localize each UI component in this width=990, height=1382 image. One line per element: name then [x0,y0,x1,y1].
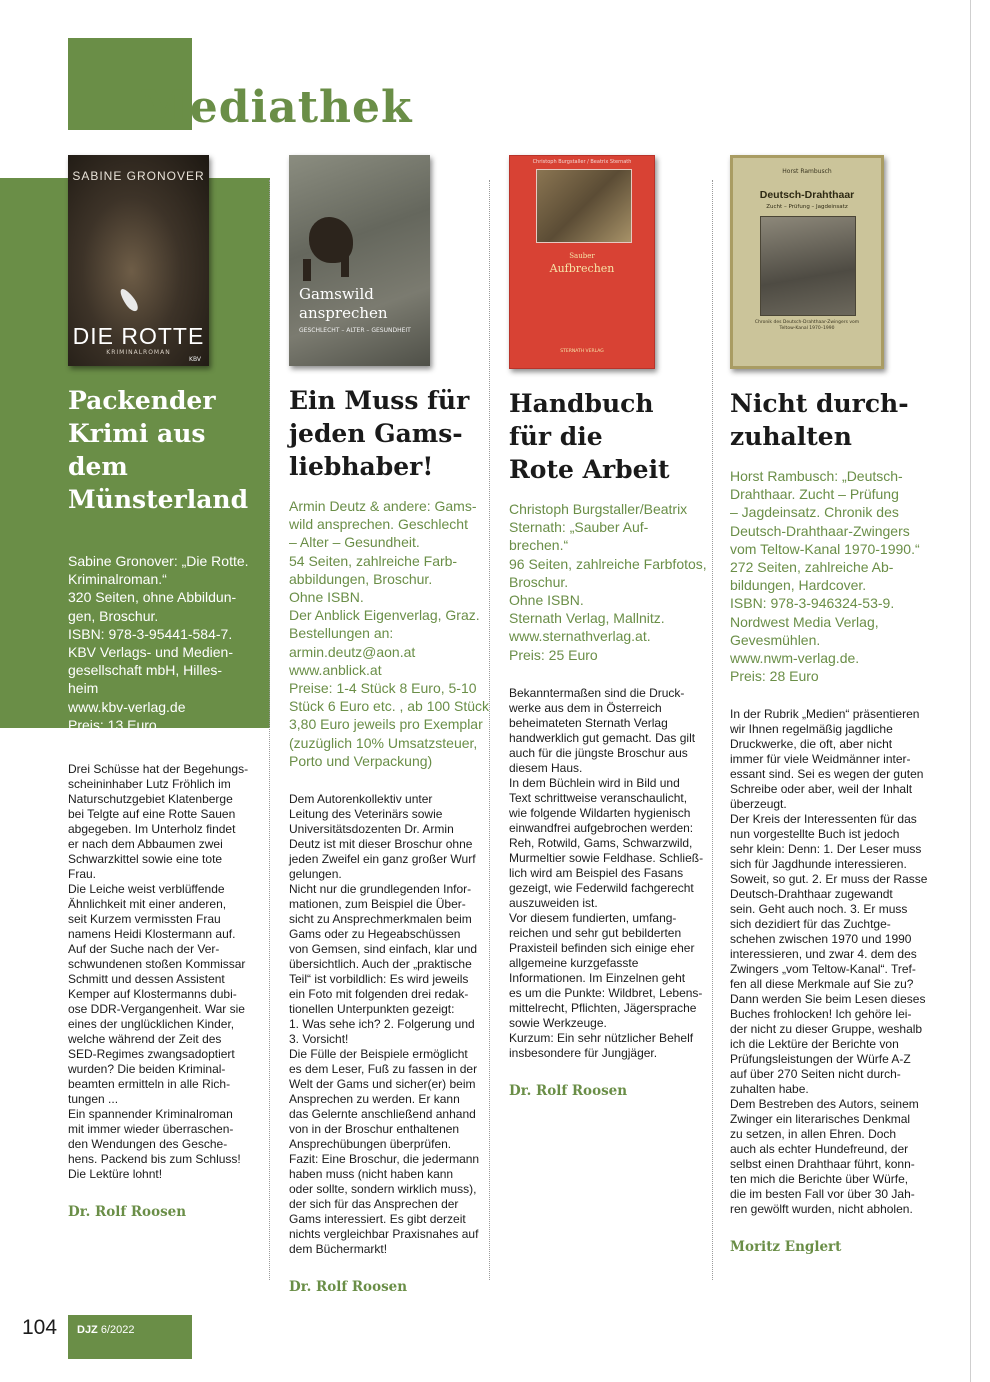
book-info [730,467,925,685]
headline-line: für die [509,422,603,451]
body-line: sehr klein: Denn: 1. Der Leser muss [730,842,922,857]
body-line: Bekanntermaßen sind die Druck- [509,685,685,700]
body-line: Teil“ ist vorbildlich: Es wird jeweils [289,972,469,987]
body-line: sein. Geht auch noch. 3. Er muss [730,902,908,917]
body-line: Die Leiche weist verblüffende [68,882,225,897]
info-line: Sternath Verlag, Mallnitz. [509,610,665,627]
info-line: abbildungen, Broschur. [289,570,433,587]
body-line: Schreibe oder aber, weil der Inhalt [730,782,913,797]
column-divider [269,180,270,1280]
info-line: ISBN: 978-3-946324-53-9. [730,595,895,612]
body-line: ren gewölft wurden, nicht abholen. [730,1202,913,1217]
body-line: Auf der Suche nach der Ver- [68,942,220,957]
body-line: allgemeine kurzgefasste [509,955,639,970]
body-line: fen all diese Merkmale auf Sie zu? [730,977,914,992]
body-line: werke aus dem in Österreich [509,700,662,715]
body-line: auszuweiden ist. [509,895,598,910]
body-line: immer für viele Weidmänner inter- [730,752,911,767]
cover-header: Christoph Burgstaller / Beatrix Sternath [532,159,632,165]
body-line: mittelrecht, Pflichten, Jägersprache [509,1000,697,1015]
info-line: heim [68,680,99,697]
body-line: Buches frohlocken! Ich gehöre lei- [730,1007,912,1022]
review-author: Moritz Englert [730,1239,842,1256]
info-line: Ohne ISBN. [289,589,364,606]
body-line: Ansprechübungen überprüfen. [289,1137,452,1152]
body-line: Nicht nur die grundlegenden Infor- [289,882,472,897]
info-line: – Alter – Gesundheit. [289,534,420,551]
headline-line: Rote Arbeit [509,455,670,484]
body-line: ose DDR-Vergangenheit. War sie [68,1002,245,1017]
review-body [509,686,705,1061]
body-line: selbst einen Drahthaar führt, konn- [730,1157,915,1172]
headline-line: Krimi aus [68,419,206,448]
column-divider [489,180,490,1280]
body-line: den Wendungen des Gesche- [68,1137,228,1152]
column-divider [712,180,713,1280]
price: Preis: 25 Euro [509,646,598,663]
body-line: zu setzen, in allen Ehren. Doch [730,1127,897,1142]
body-line: Informationen. Im Einzelnen geht [509,970,686,985]
body-line: übersichtlich. Auch der „praktische [289,957,472,972]
body-line: gelungen. [289,867,342,882]
body-line: namens Heidi Klostermann auf. [68,927,236,942]
info-line: Der Anblick Eigenverlag, Graz. [289,607,480,624]
info-line: vom Teltow-Kanal 1970-1990.“ [730,540,920,557]
body-line: Dann werden Sie beim Lesen dieses [730,992,926,1007]
body-line: beamten ermitteln in alle Rich- [68,1077,231,1092]
body-line: reichen und sehr gut bebilderten [509,925,682,940]
body-line: Reh, Rotwild, Gams, Schwarzwild, [509,835,693,850]
body-line: Frau. [68,867,97,882]
body-line: Prüfungsleistungen der Würfe A-Z [730,1052,911,1067]
review-body [68,762,258,1182]
info-line: 54 Seiten, zahlreiche Farb- [289,552,458,569]
website-link[interactable]: www.anblick.at [289,661,382,678]
website-link[interactable]: www.nwm-verlag.de. [730,650,860,667]
info-line: brechen.“ [509,537,569,554]
body-line: In dem Büchlein wird in Bild und [509,775,680,790]
body-line: Zwinger ein literarisches Denkmal [730,1112,911,1127]
info-line: Sabine Gronover: „Die Rotte. [68,553,249,569]
body-line: 1. Was sehe ich? 2. Folgerung und [289,1017,475,1032]
body-line: es um die Punkte: Wildbret, Lebens- [509,985,703,1000]
review-body [730,707,928,1217]
body-line: sicht zu Ansprechmerkmalen beim [289,912,472,927]
review-column-4 [730,155,928,1256]
review-column-2 [289,155,489,1296]
body-line: Ähnlichkeit mit einer anderen, [68,897,227,912]
cover-photo [536,169,632,243]
info-line: Sternath: „Sauber Auf- [509,519,649,536]
price: Porto und Verpackung) [289,752,433,769]
review-headline [509,387,705,486]
info-line: Horst Rambusch: „Deutsch- [730,468,903,484]
cover-subtitle: KRIMINALROMAN [106,349,171,356]
review-column-1 [68,155,258,1220]
price: 3,80 Euro jeweils pro Exemplar [289,716,483,733]
info-line: 96 Seiten, zahlreiche Farbfotos, [509,555,707,572]
body-line: Deutsch-Drahthaar zugewandt [730,887,893,902]
body-line: Naturschutzgebiet Klatenberge [68,792,233,807]
info-line: Nordwest Media Verlag, [730,613,879,630]
body-line: handwerklich gut gemacht. Das gilt [509,730,696,745]
cover-author: Horst Rambusch [782,168,832,175]
body-line: Dem Bestreben des Autors, seinem [730,1097,919,1112]
info-line: Kriminalroman.“ [68,571,167,588]
price: Stück 6 Euro etc. , ab 100 Stück [289,698,489,715]
cover-title: DIE ROTTE [72,323,205,349]
info-line: Broschur. [509,573,569,590]
body-line: Deutz ist mit dieser Broschur ohne [289,837,473,852]
body-line: das Gelernte anschließend anhand [289,1107,476,1122]
body-line: 3. Vorsicht! [289,1032,349,1047]
price: Preise: 1-4 Stück 8 Euro, 5-10 [289,680,477,697]
headline-line: Handbuch [509,389,654,418]
body-line: Gams oder zu Hegeabschüssen [289,927,461,942]
price: Preis: 28 Euro [730,668,819,685]
body-line: sich für Jagdhunde interessieren. [730,857,907,872]
cover-title: Aufbrechen [549,262,615,275]
body-line: auch für die jüngste Broschur aus [509,745,688,760]
book-info [68,552,258,734]
book-cover-gamswild [289,155,430,366]
info-line: Gevesmühlen. [730,631,821,648]
body-line: von in der Broschur enthaltenen [289,1122,460,1137]
info-line: Christoph Burgstaller/Beatrix [509,501,688,517]
body-line: haben muss (nicht haben kann [289,1167,454,1182]
info-line: Drahthaar. Zucht – Prüfung [730,486,899,503]
review-headline [289,384,484,483]
body-line: oder sollte, sondern wirklich muss), [289,1182,477,1197]
body-line: gezeigt, wie Federwild fachgerecht [509,880,694,895]
body-line: beheimateten Sternath Verlag [509,715,668,730]
info-line: gesellschaft mbH, Hilles- [68,662,223,679]
body-line: interessieren, und zwar 4. dem des [730,947,917,962]
body-line: Soweit, so gut. 2. Er muss der Rasse [730,872,928,887]
info-line: 272 Seiten, zahlreiche Ab- [730,559,894,576]
body-line: sich dezidiert für das Zuchtge- [730,917,891,932]
body-line: abgegeben. Im Unterholz findet [68,822,236,837]
body-line: Murmeltier sowie Feldhase. Schließ- [509,850,704,865]
book-info [509,500,705,664]
body-line: mit immer wieder überraschen- [68,1122,234,1137]
body-line: Ein spannender Kriminalroman [68,1107,233,1122]
body-line: insbesondere für Jungjäger. [509,1045,658,1060]
body-line: er nach dem Abbaumen zwei [68,837,223,852]
website-link[interactable]: www.sternathverlag.at. [509,628,651,645]
body-line: von Gemsen, sind einfach, klar und [289,942,478,957]
body-line: hens. Packend bis zum Schluss! [68,1152,241,1167]
info-line: Deutsch-Drahthaar-Zwingers [730,522,910,539]
body-line: Die Fülle der Beispiele ermöglicht [289,1047,468,1062]
body-line: nichts vergleichbar Praxisnahes auf [289,1227,479,1242]
body-line: Welt der Gams und sicher(er) beim [289,1077,476,1092]
body-line: es dem Leser, Fuß zu fassen in der [289,1062,478,1077]
review-author: Dr. Rolf Roosen [509,1082,628,1099]
info-line: gen, Broschur. [68,607,159,624]
issue-number: 6/2022 [100,1324,135,1336]
body-line: Text schrittweise veranschaulicht, [509,790,688,805]
body-line: Ansprechen zu werden. Er kann [289,1092,460,1107]
headline-line: Packender [68,386,216,415]
review-column-3 [509,155,705,1099]
email-link[interactable]: armin.deutz@aon.at [289,643,416,660]
body-line: eines der unglücklichen Kinder, [68,1017,235,1032]
price: (zuzüglich 10% Umsatzsteuer, [289,734,478,751]
review-headline [730,387,925,453]
body-line: essant sind. Sei es wegen der guten [730,767,924,782]
body-line: scheininhaber Lutz Fröhlich im [68,777,231,792]
body-line: Kurzum: Ein sehr nützlicher Behelf [509,1030,694,1045]
cover-description: Chronik des Deutsch-Drahthaar-Zwingers vom Teltow-Kanal 1970–1990 [754,320,860,331]
cover-author: SABINE GRONOVER [72,169,205,183]
website-link[interactable]: www.kbv-verlag.de [68,698,186,715]
body-line: SED-Regimes zwangsadoptiert [68,1047,235,1062]
cover-subtitle: Zucht – Prüfung – Jagdeinsatz [766,204,848,210]
body-line: zuhalten habe. [730,1082,809,1097]
body-line: In der Rubrik „Medien“ präsentieren [730,707,920,722]
headline-line: Münsterland [68,485,249,514]
body-line: Gams interessiert. Es gibt derzeit [289,1212,466,1227]
body-line: wie folgende Wildarten hygienisch [509,805,691,820]
body-line: Druckwerke, die oft, aber nicht [730,737,893,752]
body-line: mationen, zum Beispiel die Über- [289,897,466,912]
body-line: Schmitt und dessen Assistent [68,972,225,987]
body-line: schehen zwischen 1970 und 1990 [730,932,912,947]
body-line: Leitung des Veterinärs sowie [289,807,443,822]
price: Preis: 13 Euro [68,716,157,733]
book-cover-deutsch-drahthaar [730,155,884,369]
body-line: der sich für das Ansprechen der [289,1197,459,1212]
info-line: bildungen, Hardcover. [730,577,867,594]
book-cover-aufbrechen [509,155,655,369]
cover-title: Gamswild ansprechen [299,285,388,322]
body-line: nun vorgestellte Buch ist jedoch [730,827,900,842]
body-line: Drei Schüsse hat der Begehungs- [68,762,249,777]
book-info [289,497,489,770]
info-line: wild ansprechen. Geschlecht [289,516,468,533]
body-line: auf über 270 Seiten nicht durch- [730,1067,901,1082]
body-line: die im besten Fall vor über 30 Jah- [730,1187,915,1202]
headline-line: jeden Gams- [289,419,463,448]
body-line: wir Ihnen regelmäßig jagdliche [730,722,893,737]
review-author: Dr. Rolf Roosen [289,1279,408,1296]
info-line: Ohne ISBN. [509,592,584,609]
chamois-leg [341,255,349,277]
body-line: Der Kreis der Interessenten für das [730,812,917,827]
body-line: Kemper auf Klostermanns dubi- [68,987,237,1002]
body-line: überzeugt. [730,797,787,812]
body-line: schwundenen stoßen Kommissar [68,957,246,972]
body-line: Vor diesem fundierten, umfang- [509,910,677,925]
page-edge-line [970,0,971,1382]
headline-line: liebhaber! [289,452,434,481]
headline-line: zuhalten [730,422,852,451]
info-line: Armin Deutz & andere: Gams- [289,498,477,514]
chamois-leg [303,259,311,281]
body-line: Zwingers „vom Teltow-Kanal“. Tref- [730,962,916,977]
book-cover-die-rotte [68,155,209,366]
review-author: Dr. Rolf Roosen [68,1204,187,1221]
headline-line: Ein Muss für [289,386,470,415]
body-line: dem Büchermarkt! [289,1242,388,1257]
body-line: tionellen Unterpunkten gezeigt: [289,1002,455,1017]
feather-icon [117,286,140,313]
cover-publisher: KBV [189,356,201,363]
section-title: Mediathek [140,82,413,133]
body-line: bei Telgte auf eine Rotte Sauen [68,807,236,822]
cover-photo [760,216,856,316]
body-line: Universitätsdozenten Dr. Armin [289,822,454,837]
body-line: Schwarzkittel sowie eine tote [68,852,223,867]
body-line: Praxisteil befinden sich einige eher [509,940,695,955]
body-line: tungen ... [68,1092,119,1107]
body-line: Fazit: Eine Broschur, die jedermann [289,1152,480,1167]
review-body [289,792,484,1257]
body-line: Die Lektüre lohnt! [68,1167,163,1182]
body-line: lich wird am Beispiel des Fasans [509,865,684,880]
footer-bar [68,1315,192,1359]
body-line: wurden? Die beiden Kriminal- [68,1062,226,1077]
cover-subtitle: GESCHLECHT – ALTER – GESUNDHEIT [299,327,411,334]
body-line: seit Kurzem vermissten Frau [68,912,221,927]
cover-publisher: STERNATH VERLAG [560,349,604,354]
info-line: 320 Seiten, ohne Abbildun- [68,589,237,606]
cover-author: Sauber [569,252,595,260]
headline-line: dem [68,452,128,481]
body-line: auch als echter Hundefreund, der [730,1142,909,1157]
body-line: ten mich die Berichte über Würfe, [730,1172,909,1187]
cover-title: Deutsch-Drahthaar [759,189,855,201]
page-number: 104 [22,1316,58,1339]
body-line: diesem Haus. [509,760,583,775]
info-line: Bestellungen an: [289,625,394,642]
body-line: sowie Werkzeuge. [509,1015,607,1030]
body-line: ein Foto mit folgenden drei redak- [289,987,469,1002]
info-line: ISBN: 978-3-95441-584-7. [68,625,233,642]
body-line: welche während der Zeit des [68,1032,222,1047]
info-line: KBV Verlags- und Medien- [68,644,233,661]
body-line: Dem Autorenkollektiv unter [289,792,433,807]
body-line: jeden Zweifel ein ganz großer Wurf [289,852,476,867]
review-headline [68,384,258,516]
info-line: – Jagdeinsatz. Chronik des [730,504,899,521]
body-line: ich die Lektüre der Berichte von [730,1037,899,1052]
body-line: einwandfrei aufgebrochen werden: [509,820,694,835]
headline-line: Nicht durch- [730,389,909,418]
magazine-name: DJZ [77,1324,98,1336]
body-line: der nicht zu dieser Gruppe, weshalb [730,1022,923,1037]
